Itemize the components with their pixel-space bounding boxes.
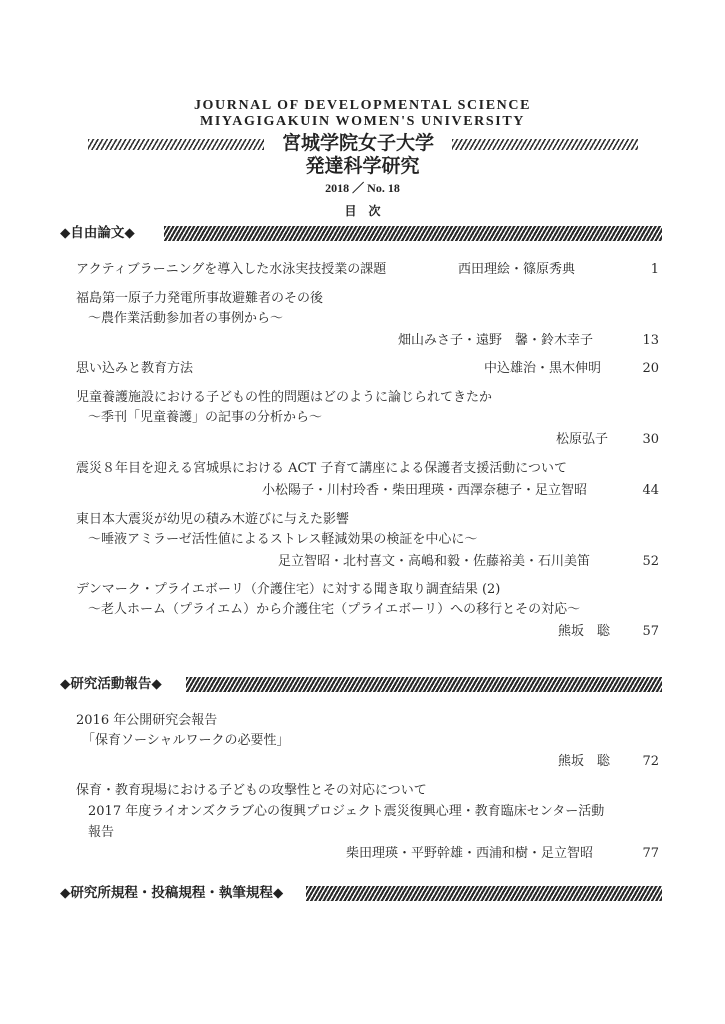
article-subtitle: ～老人ホーム（プライエム）から介護住宅（プライエボーリ）への移行とその対応～: [88, 602, 581, 617]
hatch-decoration-right: [452, 139, 638, 150]
article-subtitle-continued: 報告: [88, 825, 115, 840]
university-name-ja: 宮城学院女子大学: [282, 132, 435, 154]
article-authors: 熊坂 聡: [558, 754, 611, 769]
article-title: アクティブラーニングを導入した水泳実技授業の課題: [76, 262, 387, 277]
article-subtitle: ～唾液アミラーゼ活性値によるストレス軽減効果の検証を中心に～: [88, 532, 478, 547]
article-subtitle: ～季刊「児童養護」の記事の分析から～: [88, 410, 323, 425]
section-heading-free-papers: ◆自由論文◆: [60, 225, 135, 241]
article-authors: 足立智昭・北村喜文・高嶋和毅・佐藤裕美・石川美笛: [278, 554, 591, 569]
article-page: 20: [642, 361, 659, 376]
article-page: 77: [642, 846, 659, 861]
article-authors: 西田理絵・篠原秀典: [458, 262, 576, 277]
article-title: 保育・教育現場における子どもの攻撃性とその対応について: [76, 783, 427, 798]
university-name-en: MIYAGIGAKUIN WOMEN'S UNIVERSITY: [200, 114, 525, 129]
article-title: 東日本大震災が幼児の積み木遊びに与えた影響: [76, 512, 350, 527]
article-page: 13: [642, 333, 659, 348]
article-authors: 中込雄治・黒木伸明: [484, 361, 602, 376]
article-authors: 小松陽子・川村玲香・柴田理瑛・西澤奈穂子・足立智昭: [262, 483, 588, 498]
section-bar: [306, 886, 662, 901]
section-heading-activity-reports: ◆研究活動報告◆: [60, 676, 162, 692]
article-page: 1: [650, 262, 659, 277]
article-subtitle: 「保育ソーシャルワークの必要性」: [82, 733, 290, 748]
article-title: デンマーク・プライエボーリ（介護住宅）に対する聞き取り調査結果 (2): [76, 582, 501, 597]
article-page: 30: [642, 432, 659, 447]
section-heading-regulations: ◆研究所規程・投稿規程・執筆規程◆: [60, 885, 284, 901]
article-authors: 畑山みさ子・遠野 馨・鈴木幸子: [398, 333, 594, 348]
article-title: 児童養護施設における子どもの性的問題はどのように論じられてきたか: [76, 390, 493, 405]
article-authors: 柴田理瑛・平野幹雄・西浦和樹・足立智昭: [346, 846, 594, 861]
article-subtitle: ～農作業活動参加者の事例から～: [88, 311, 284, 326]
hatch-decoration-left: [88, 139, 264, 150]
article-page: 72: [642, 754, 659, 769]
article-title: 2016 年公開研究会報告: [76, 713, 218, 728]
journal-title-ja: 発達科学研究: [305, 155, 420, 177]
article-title: 福島第一原子力発電所事故避難者のその後: [76, 291, 324, 306]
issue-number: 2018 ／ No. 18: [325, 181, 400, 195]
contents-label: 目 次: [344, 204, 381, 218]
article-page: 44: [642, 483, 659, 498]
article-page: 52: [642, 554, 659, 569]
article-subtitle: 2017 年度ライオンズクラブ心の復興プロジェクト震災復興心理・教育臨床センター活動: [88, 804, 605, 819]
article-title: 思い込みと教育方法: [76, 361, 194, 376]
article-title: 震災８年目を迎える宮城県における ACT 子育て講座による保護者支援活動について: [76, 461, 568, 476]
section-bar: [164, 226, 662, 241]
article-authors: 松原弘子: [556, 432, 609, 447]
article-authors: 熊坂 聡: [558, 624, 611, 639]
article-page: 57: [642, 624, 659, 639]
journal-title-en: JOURNAL OF DEVELOPMENTAL SCIENCE: [193, 98, 532, 113]
section-bar: [186, 677, 662, 692]
